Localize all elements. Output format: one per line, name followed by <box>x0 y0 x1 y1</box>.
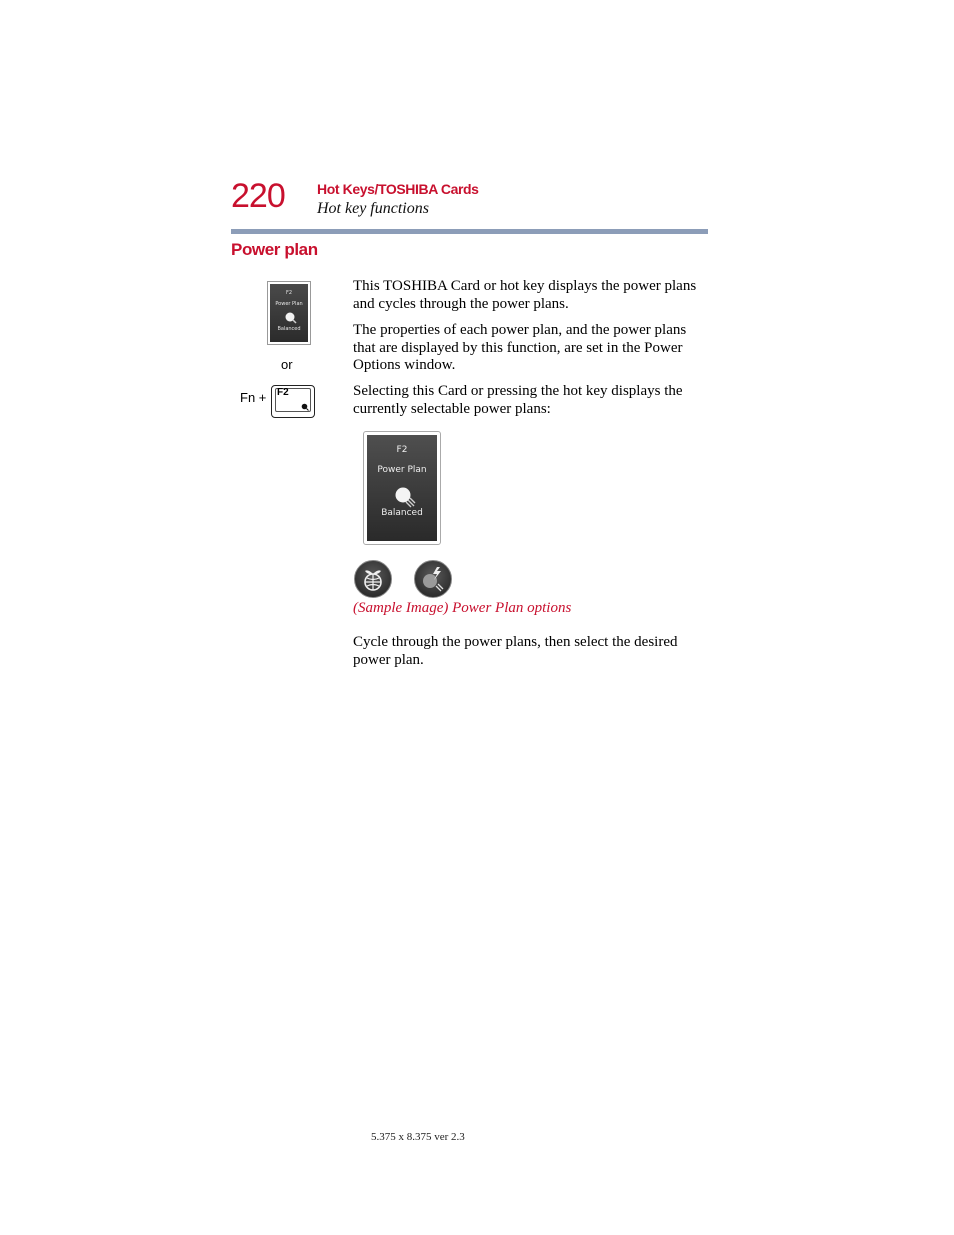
figure-caption: (Sample Image) Power Plan options <box>353 600 572 616</box>
bulb-icon <box>393 485 417 509</box>
bulb-icon <box>284 311 298 325</box>
f2-key-label: F2 <box>277 387 289 398</box>
eco-globe-icon <box>354 560 392 598</box>
high-performance-bulb-icon <box>414 560 452 598</box>
section-heading: Power plan <box>231 240 318 259</box>
page-number: 220 <box>231 177 285 215</box>
key-bulb-icon <box>301 403 309 411</box>
card-key-label: F2 <box>285 290 293 296</box>
chapter-title: Hot Keys/TOSHIBA Cards <box>317 181 479 197</box>
power-plan-card-thumbnail <box>267 281 311 345</box>
card-title-large: Power Plan <box>377 465 427 475</box>
power-plan-card <box>363 431 441 545</box>
f2-key <box>271 385 315 418</box>
card-key-label-large: F2 <box>396 445 408 455</box>
section-title: Hot key functions <box>317 200 429 217</box>
paragraph-1: This TOSHIBA Card or hot key displays the power plans and cycles through the power plans. <box>353 278 697 312</box>
card-status-large: Balanced <box>381 508 423 518</box>
closing-paragraph: Cycle through the power plans, then select the desired power plan. <box>353 634 678 668</box>
paragraph-2: The properties of each power plan, and the power plans that are displayed by this function, are set in the Power Options window. <box>353 322 687 373</box>
header-rule <box>231 229 708 234</box>
fn-key-label: Fn + <box>240 390 267 405</box>
card-title: Power Plan <box>275 301 303 307</box>
or-label: or <box>281 357 293 372</box>
page-footer: 5.375 x 8.375 ver 2.3 <box>371 1131 465 1143</box>
card-status: Balanced <box>277 326 301 332</box>
paragraph-3: Selecting this Card or pressing the hot key displays the currently selectable power plans: <box>353 383 683 417</box>
